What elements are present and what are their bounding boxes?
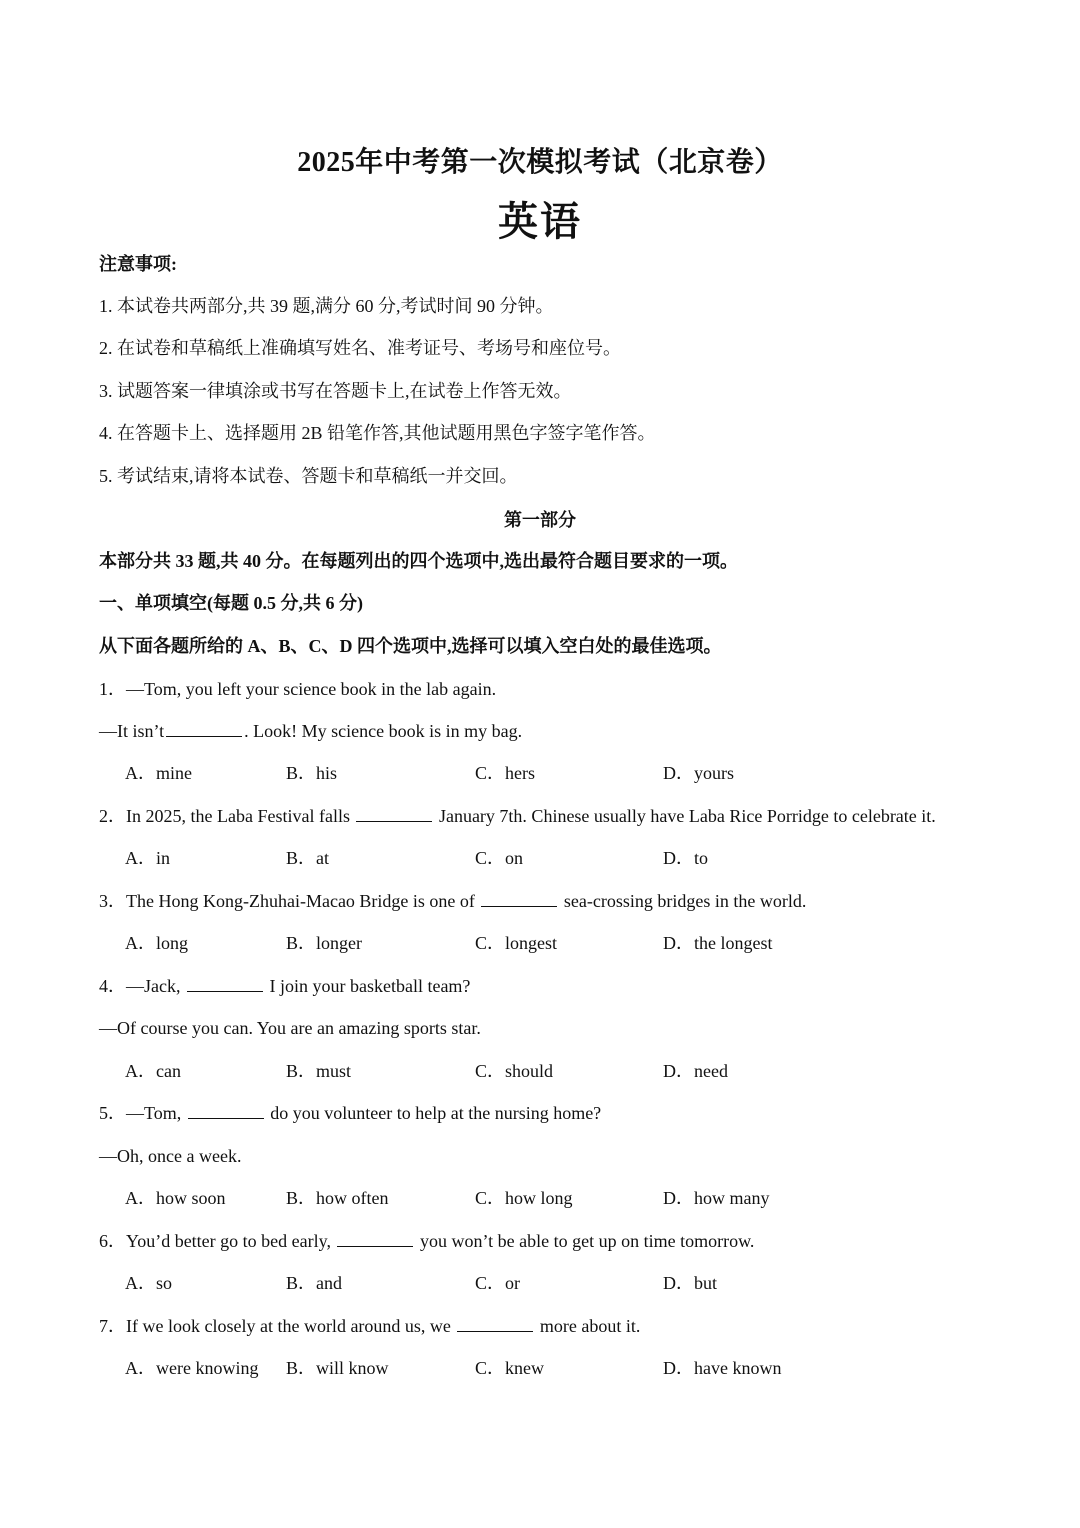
question-4: 4．—Jack, I join your basketball team? bbox=[99, 976, 471, 996]
part-intro: 本部分共 33 题,共 40 分。在每题列出的四个选项中,选出最符合题目要求的一项。 bbox=[99, 551, 738, 571]
option-a: A．long bbox=[125, 933, 188, 953]
notice-item: 4. 在答题卡上、选择题用 2B 铅笔作答,其他试题用黑色字签字笔作答。 bbox=[99, 423, 656, 443]
option-b: B．longer bbox=[286, 933, 362, 953]
section-title: 一、单项填空(每题 0.5 分,共 6 分) bbox=[99, 593, 363, 613]
answer-blank bbox=[187, 975, 263, 992]
option-a: A．were knowing bbox=[125, 1358, 259, 1378]
question-5: 5．—Tom, do you volunteer to help at the nursing home? bbox=[99, 1103, 602, 1123]
answer-blank bbox=[337, 1230, 413, 1247]
question-6: 6．You’d better go to bed early, you won’t be able to get up on time tomorrow. bbox=[99, 1231, 755, 1251]
option-d: D．have known bbox=[663, 1358, 782, 1378]
option-d: D．yours bbox=[663, 763, 734, 783]
answer-blank bbox=[457, 1315, 533, 1332]
question-7: 7．If we look closely at the world around us, we more about it. bbox=[99, 1316, 641, 1336]
question-1: 1．—Tom, you left your science book in the lab again. bbox=[99, 679, 497, 699]
option-c: C．knew bbox=[475, 1358, 544, 1378]
notice-item: 5. 考试结束,请将本试卷、答题卡和草稿纸一并交回。 bbox=[99, 466, 518, 486]
option-b: B．at bbox=[286, 848, 329, 868]
part-title: 第一部分 bbox=[504, 510, 576, 530]
notice-item: 3. 试题答案一律填涂或书写在答题卡上,在试卷上作答无效。 bbox=[99, 381, 572, 401]
section-instruction: 从下面各题所给的 A、B、C、D 四个选项中,选择可以填入空白处的最佳选项。 bbox=[99, 636, 722, 656]
answer-blank bbox=[356, 805, 432, 822]
option-b: B．how often bbox=[286, 1188, 389, 1208]
option-d: D．how many bbox=[663, 1188, 770, 1208]
notice-item: 1. 本试卷共两部分,共 39 题,满分 60 分,考试时间 90 分钟。 bbox=[99, 296, 554, 316]
option-a: A．so bbox=[125, 1273, 173, 1293]
option-a: A．in bbox=[125, 848, 170, 868]
option-a: A．mine bbox=[125, 763, 192, 783]
option-c: C．or bbox=[475, 1273, 520, 1293]
answer-blank bbox=[166, 720, 242, 737]
option-c: C．hers bbox=[475, 763, 535, 783]
question-2: 2．In 2025, the Laba Festival falls January 7th. Chinese usually have Laba Rice Porridge to celebrate it. bbox=[99, 806, 936, 826]
option-a: A．can bbox=[125, 1061, 181, 1081]
question-4-line2: —Of course you can. You are an amazing sports star. bbox=[99, 1018, 481, 1038]
notice-item: 2. 在试卷和草稿纸上准确填写姓名、准考证号、考场号和座位号。 bbox=[99, 338, 621, 358]
option-d: D．need bbox=[663, 1061, 728, 1081]
subject-title: 英语 bbox=[498, 199, 582, 244]
question-3: 3．The Hong Kong-Zhuhai-Macao Bridge is one of sea-crossing bridges in the world. bbox=[99, 891, 807, 911]
option-c: C．how long bbox=[475, 1188, 573, 1208]
option-b: B．and bbox=[286, 1273, 342, 1293]
answer-blank bbox=[481, 890, 557, 907]
notice-heading: 注意事项: bbox=[99, 254, 177, 274]
option-c: C．on bbox=[475, 848, 524, 868]
answer-blank bbox=[188, 1102, 264, 1119]
exam-title: 2025年中考第一次模拟考试（北京卷） bbox=[297, 147, 783, 178]
option-d: D．to bbox=[663, 848, 708, 868]
option-b: B．his bbox=[286, 763, 338, 783]
option-b: B．must bbox=[286, 1061, 352, 1081]
option-c: C．longest bbox=[475, 933, 558, 953]
question-5-line2: —Oh, once a week. bbox=[99, 1146, 242, 1166]
question-1-line2: —It isn’t . Look! My science book is in my bag. bbox=[99, 721, 523, 741]
option-d: D．but bbox=[663, 1273, 717, 1293]
option-c: C．should bbox=[475, 1061, 554, 1081]
option-b: B．will know bbox=[286, 1358, 389, 1378]
option-d: D．the longest bbox=[663, 933, 773, 953]
option-a: A．how soon bbox=[125, 1188, 226, 1208]
